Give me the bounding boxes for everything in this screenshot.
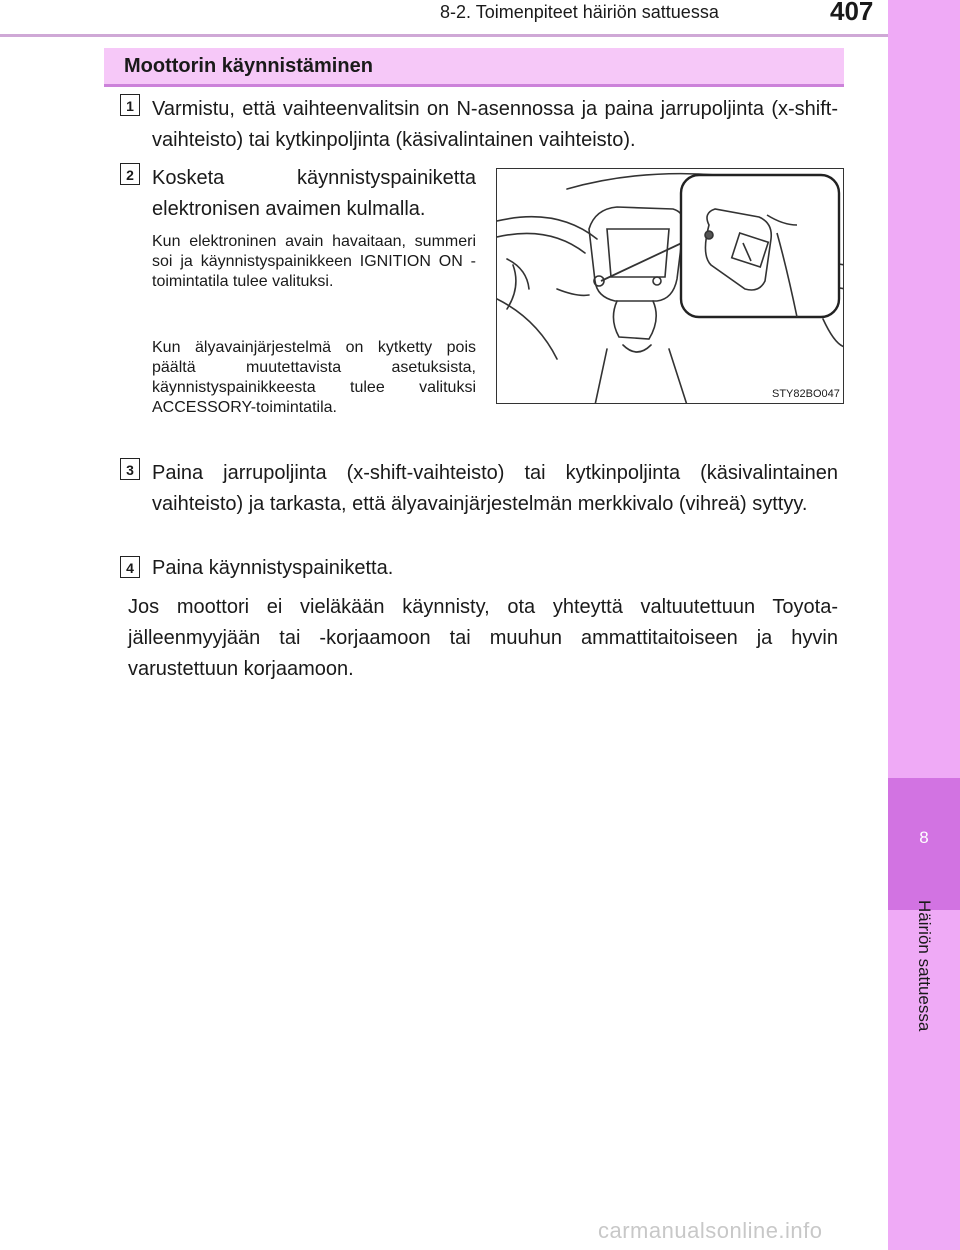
header-divider — [0, 34, 888, 37]
steering-spoke-2 — [507, 265, 516, 309]
closing-paragraph: Jos moottori ei vieläkään käynnisty, ota yhteyttä valtuutettuun Toyota-jälleenmyyjään tai -korjaamoon tai muuhun ammattitaitoiseen ja hyvin varustettuun korjaamoon. — [128, 596, 838, 680]
center-display — [589, 207, 684, 301]
shift-knob — [623, 345, 651, 352]
step-3-text: Paina jarrupoljinta (x-shift-vaihteisto) tai kytkinpoljinta (käsivalintainen vaihteisto) ja tarkasta, että älyavainjärjestelmän merkkivalo (vihreä) syttyy. — [152, 462, 838, 515]
steering-spoke — [507, 259, 529, 289]
step-4-text: Paina käynnistyspainiketta. — [152, 557, 394, 579]
steering-wheel-arc-inner — [497, 233, 585, 253]
dash-line — [557, 289, 589, 295]
dashboard-illustration — [496, 168, 844, 404]
dash-right-lower — [823, 319, 844, 347]
key-contact-point — [705, 231, 713, 239]
step-badge-4: 4 — [120, 556, 140, 578]
step-badge-2: 2 — [120, 163, 140, 185]
console-edge-right — [669, 349, 687, 404]
steering-wheel-lower-arc — [497, 299, 557, 359]
side-tab-upper — [888, 0, 960, 778]
step-2-text: Kosketa käynnistyspainiketta elektronisen avaimen kulmalla. — [152, 167, 476, 220]
step-2-note-2: Kun älyavainjärjestelmä on kytketty pois päältä muutettavista asetuksista, käynnistyspainikkeesta tulee valituksi ACCESSORY-toimintatila. — [152, 339, 476, 416]
step-2-note-1: Kun elektroninen avain havaitaan, summeri soi ja käynnistyspainikkeen IGNITION ON -toimintatila tulee valituksi. — [152, 233, 476, 290]
running-header: 8-2. Toimenpiteet häiriön sattuessa — [440, 2, 719, 22]
watermark: carmanualsonline.info — [598, 1218, 823, 1243]
dashboard-key-svg — [497, 169, 844, 404]
section-title: Moottorin käynnistäminen — [124, 55, 373, 77]
page-number: 407 — [830, 0, 874, 26]
console-edge-left — [595, 349, 607, 404]
chapter-number: 8 — [919, 828, 929, 847]
step-badge-3: 3 — [120, 458, 140, 480]
step-1-text: Varmistu, että vaihteenvalitsin on N-asennossa ja paina jarrupoljinta (x-shift-vaihteisto) tai kytkinpoljinta (käsivalintainen vaihteisto). — [152, 98, 838, 151]
console-knob — [653, 277, 661, 285]
step-badge-1: 1 — [120, 94, 140, 116]
chapter-title: Häiriön sattuessa — [915, 900, 934, 1032]
figure-code: STY82BO047 — [772, 388, 840, 400]
shift-area — [613, 301, 656, 339]
